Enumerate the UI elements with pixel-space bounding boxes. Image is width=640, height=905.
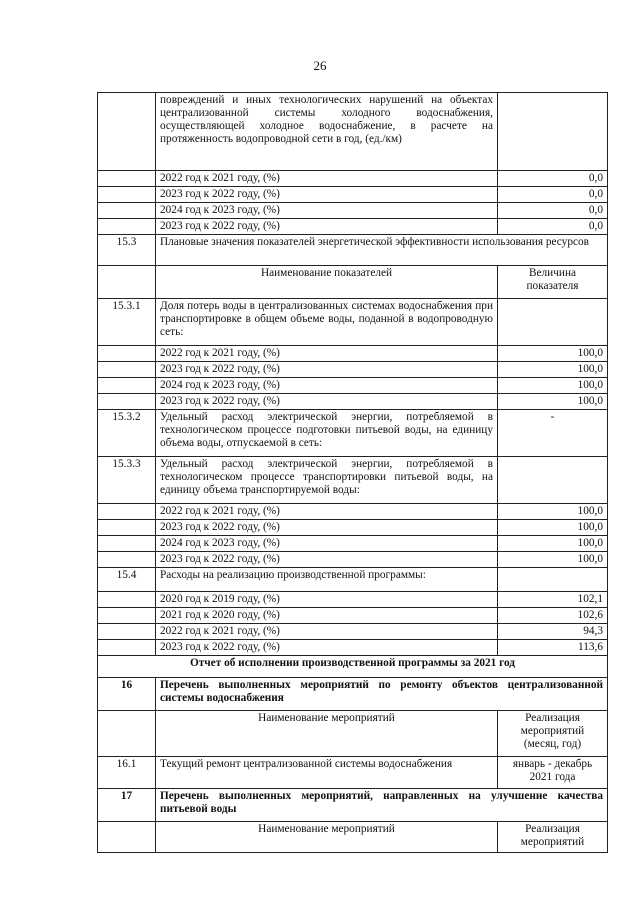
indicator-value: 100,0 (498, 394, 608, 410)
indicator-value: 100,0 (498, 346, 608, 362)
section-row-17 (98, 789, 608, 822)
indicator-value: 102,1 (498, 592, 608, 608)
indicator-text: 2023 год к 2022 году, (%) (156, 362, 498, 378)
indicator-value: 102,6 (498, 608, 608, 624)
report-title: Отчет об исполнении производственной программы за 2021 год (98, 656, 608, 678)
table-row (98, 504, 608, 520)
table-row (98, 592, 608, 608)
table-row (98, 362, 608, 378)
indicator-value: 94,3 (498, 624, 608, 640)
header-row (98, 711, 608, 757)
section-row-16-1 (98, 757, 608, 789)
row-number (98, 93, 156, 171)
page-number: 26 (313, 58, 327, 73)
indicator-text: 2022 год к 2021 году, (%) (156, 504, 498, 520)
section-number: 17 (98, 789, 156, 822)
section-number: 15.4 (98, 568, 156, 592)
indicator-text: 2022 год к 2021 году, (%) (156, 624, 498, 640)
indicator-text: 2023 год к 2022 году, (%) (156, 520, 498, 536)
table-row (98, 171, 608, 187)
indicator-value: 0,0 (498, 219, 608, 235)
table-row (98, 520, 608, 536)
indicator-value (498, 93, 608, 171)
table-row (98, 93, 608, 171)
table-row (98, 187, 608, 203)
indicator-value: 100,0 (498, 362, 608, 378)
indicator-value: 100,0 (498, 552, 608, 568)
indicator-value: 100,0 (498, 378, 608, 394)
indicator-text: 2024 год к 2023 году, (%) (156, 378, 498, 394)
table-row (98, 346, 608, 362)
table-row (98, 552, 608, 568)
section-number: 15.3 (98, 235, 156, 266)
table-row (98, 394, 608, 410)
indicator-value: 0,0 (498, 203, 608, 219)
table-row (98, 378, 608, 394)
section-number: 15.3.3 (98, 457, 156, 504)
column-header-value: Реализация мероприятий (месяц, год) (498, 711, 608, 757)
column-header-name: Наименование мероприятий (156, 711, 498, 757)
indicator-text: Текущий ремонт централизованной системы водоснабжения (156, 757, 498, 789)
column-header-value: Реализация мероприятий (498, 822, 608, 853)
indicator-text: 2023 год к 2022 году, (%) (156, 552, 498, 568)
column-header-value: Величина показателя (498, 266, 608, 299)
report-title-row (98, 656, 608, 678)
indicator-text: 2023 год к 2022 году, (%) (156, 640, 498, 656)
header-row (98, 266, 608, 299)
indicator-text: 2023 год к 2022 году, (%) (156, 187, 498, 203)
indicators-table (97, 92, 608, 853)
column-header-name: Наименование мероприятий (156, 822, 498, 853)
table-row (98, 536, 608, 552)
section-number: 16 (98, 678, 156, 711)
indicator-text: 2023 год к 2022 году, (%) (156, 219, 498, 235)
section-title: Перечень выполненных мероприятий, направленных на улучшение качества питьевой воды (156, 789, 608, 822)
table-row (98, 219, 608, 235)
indicator-text: 2023 год к 2022 году, (%) (156, 394, 498, 410)
section-row-15-3 (98, 235, 608, 266)
indicator-text: Удельный расход электрической энергии, потребляемой в технологическом процессе транспортировки питьевой воды, на единицу объема транспортируемой воды: (156, 457, 498, 504)
column-header-name: Наименование показателей (156, 266, 498, 299)
section-number: 15.3.1 (98, 299, 156, 346)
indicator-value: 100,0 (498, 520, 608, 536)
section-title: Перечень выполненных мероприятий по ремонту объектов централизованной системы водоснабжения (156, 678, 608, 711)
section-row-16 (98, 678, 608, 711)
indicator-text: 2024 год к 2023 году, (%) (156, 203, 498, 219)
table-row (98, 203, 608, 219)
indicator-value: 0,0 (498, 171, 608, 187)
indicator-text: Удельный расход электрической энергии, потребляемой в технологическом процессе подготовки питьевой воды, на единицу объема воды, отпускаемой в сеть: (156, 410, 498, 457)
indicator-text: 2022 год к 2021 году, (%) (156, 171, 498, 187)
header-row (98, 822, 608, 853)
section-row-15-3-1 (98, 299, 608, 346)
indicator-text: Доля потерь воды в централизованных системах водоснабжения при транспортировке в общем объеме воды, поданной в водопроводную сеть: (156, 299, 498, 346)
indicator-text: 2024 год к 2023 году, (%) (156, 536, 498, 552)
indicator-text: Расходы на реализацию производственной программы: (156, 568, 498, 592)
section-title: Плановые значения показателей энергетической эффективности использования ресурсов (156, 235, 608, 266)
indicator-value: 0,0 (498, 187, 608, 203)
section-row-15-4 (98, 568, 608, 592)
section-number: 16.1 (98, 757, 156, 789)
indicator-value: январь - декабрь 2021 года (498, 757, 608, 789)
indicator-text: 2021 год к 2020 году, (%) (156, 608, 498, 624)
section-row-15-3-2 (98, 410, 608, 457)
section-number: 15.3.2 (98, 410, 156, 457)
table-row (98, 624, 608, 640)
indicator-value: 100,0 (498, 504, 608, 520)
indicator-value: 113,6 (498, 640, 608, 656)
indicator-text: 2020 год к 2019 году, (%) (156, 592, 498, 608)
table-row (98, 640, 608, 656)
indicator-value: 100,0 (498, 536, 608, 552)
indicator-text: повреждений и иных технологических нарушений на объектах централизованной системы холодного водоснабжения, осуществляющей холодное водоснабжение, в расчете на протяженность водопроводной сети в год, (ед./км) (156, 93, 498, 171)
indicator-value: - (498, 410, 608, 457)
section-row-15-3-3 (98, 457, 608, 504)
table-row (98, 608, 608, 624)
indicator-text: 2022 год к 2021 году, (%) (156, 346, 498, 362)
